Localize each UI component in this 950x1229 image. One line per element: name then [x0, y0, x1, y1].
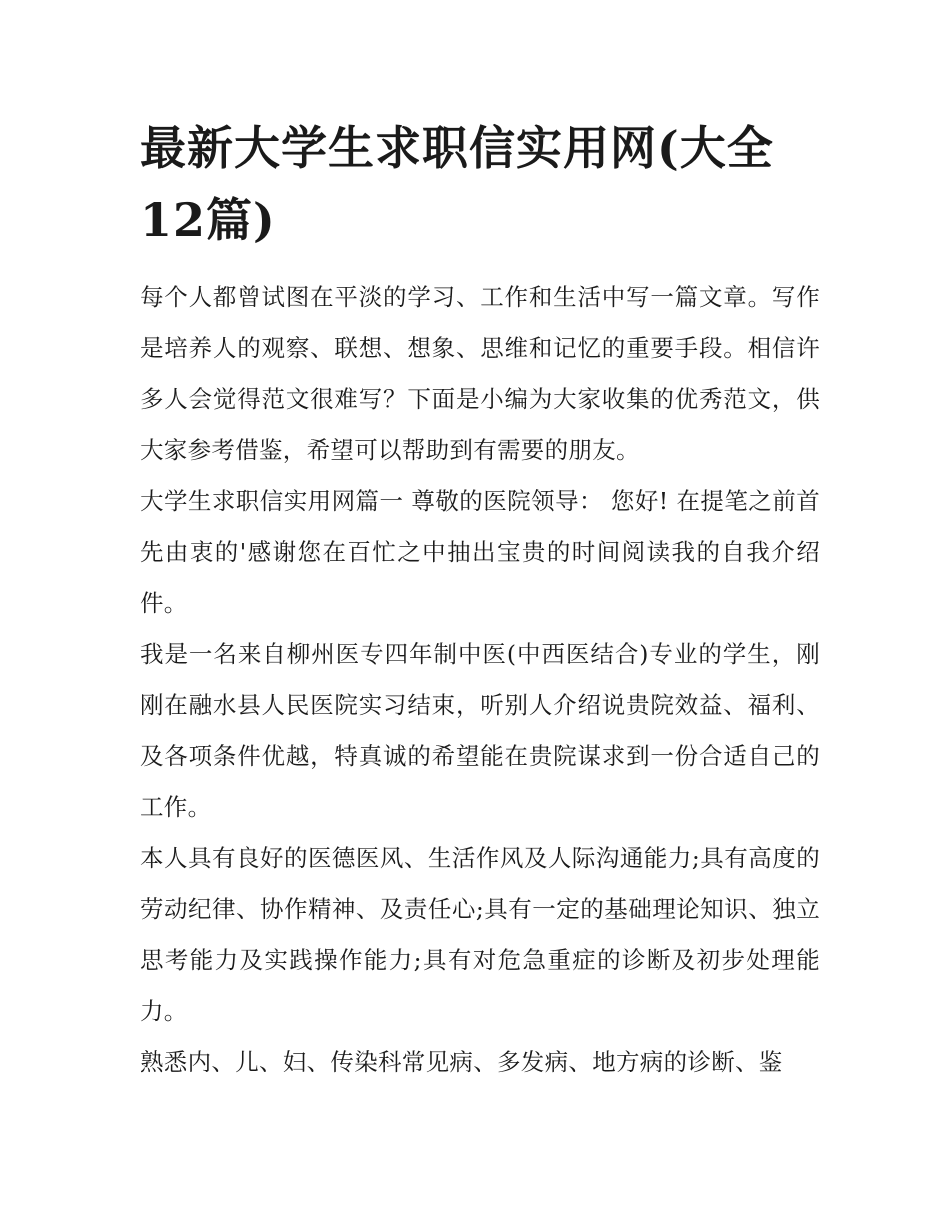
- paragraph-qualities: 本人具有良好的医德医风、生活作风及人际沟通能力;具有高度的劳动纪律、协作精神、及责任心;具有一定的基础理论知识、独立思考能力及实践操作能力;具有对危急重症的诊断及初步处理能力。: [140, 844, 820, 1025]
- document-title: 最新大学生求职信实用网(大全12篇): [140, 121, 774, 247]
- paragraph-self-intro: 我是一名来自柳州医专四年制中医(中西医结合)专业的学生，刚刚在融水县人民医院实习结束，听别人介绍说贵院效益、福利、及各项条件优越，特真诚的希望能在贵院谋求到一份合适自己的工作。: [140, 640, 820, 821]
- paragraph-skills: 熟悉内、儿、妇、传染科常见病、多发病、地方病的诊断、鉴: [140, 1048, 783, 1076]
- paragraph-intro: 每个人都曾试图在平淡的学习、工作和生活中写一篇文章。写作是培养人的观察、联想、想象、思维和记忆的重要手段。相信许多人会觉得范文很难写？下面是小编为大家收集的优秀范文，供大家参考借鉴，希望可以帮助到有需要的朋友。: [140, 283, 820, 464]
- document-body: [140, 112, 820, 1088]
- paragraph-salutation: 大学生求职信实用网篇一 尊敬的医院领导： 您好! 在提笔之前首先由衷的'感谢您在百忙之中抽出宝贵的时间阅读我的自我介绍件。: [140, 487, 820, 617]
